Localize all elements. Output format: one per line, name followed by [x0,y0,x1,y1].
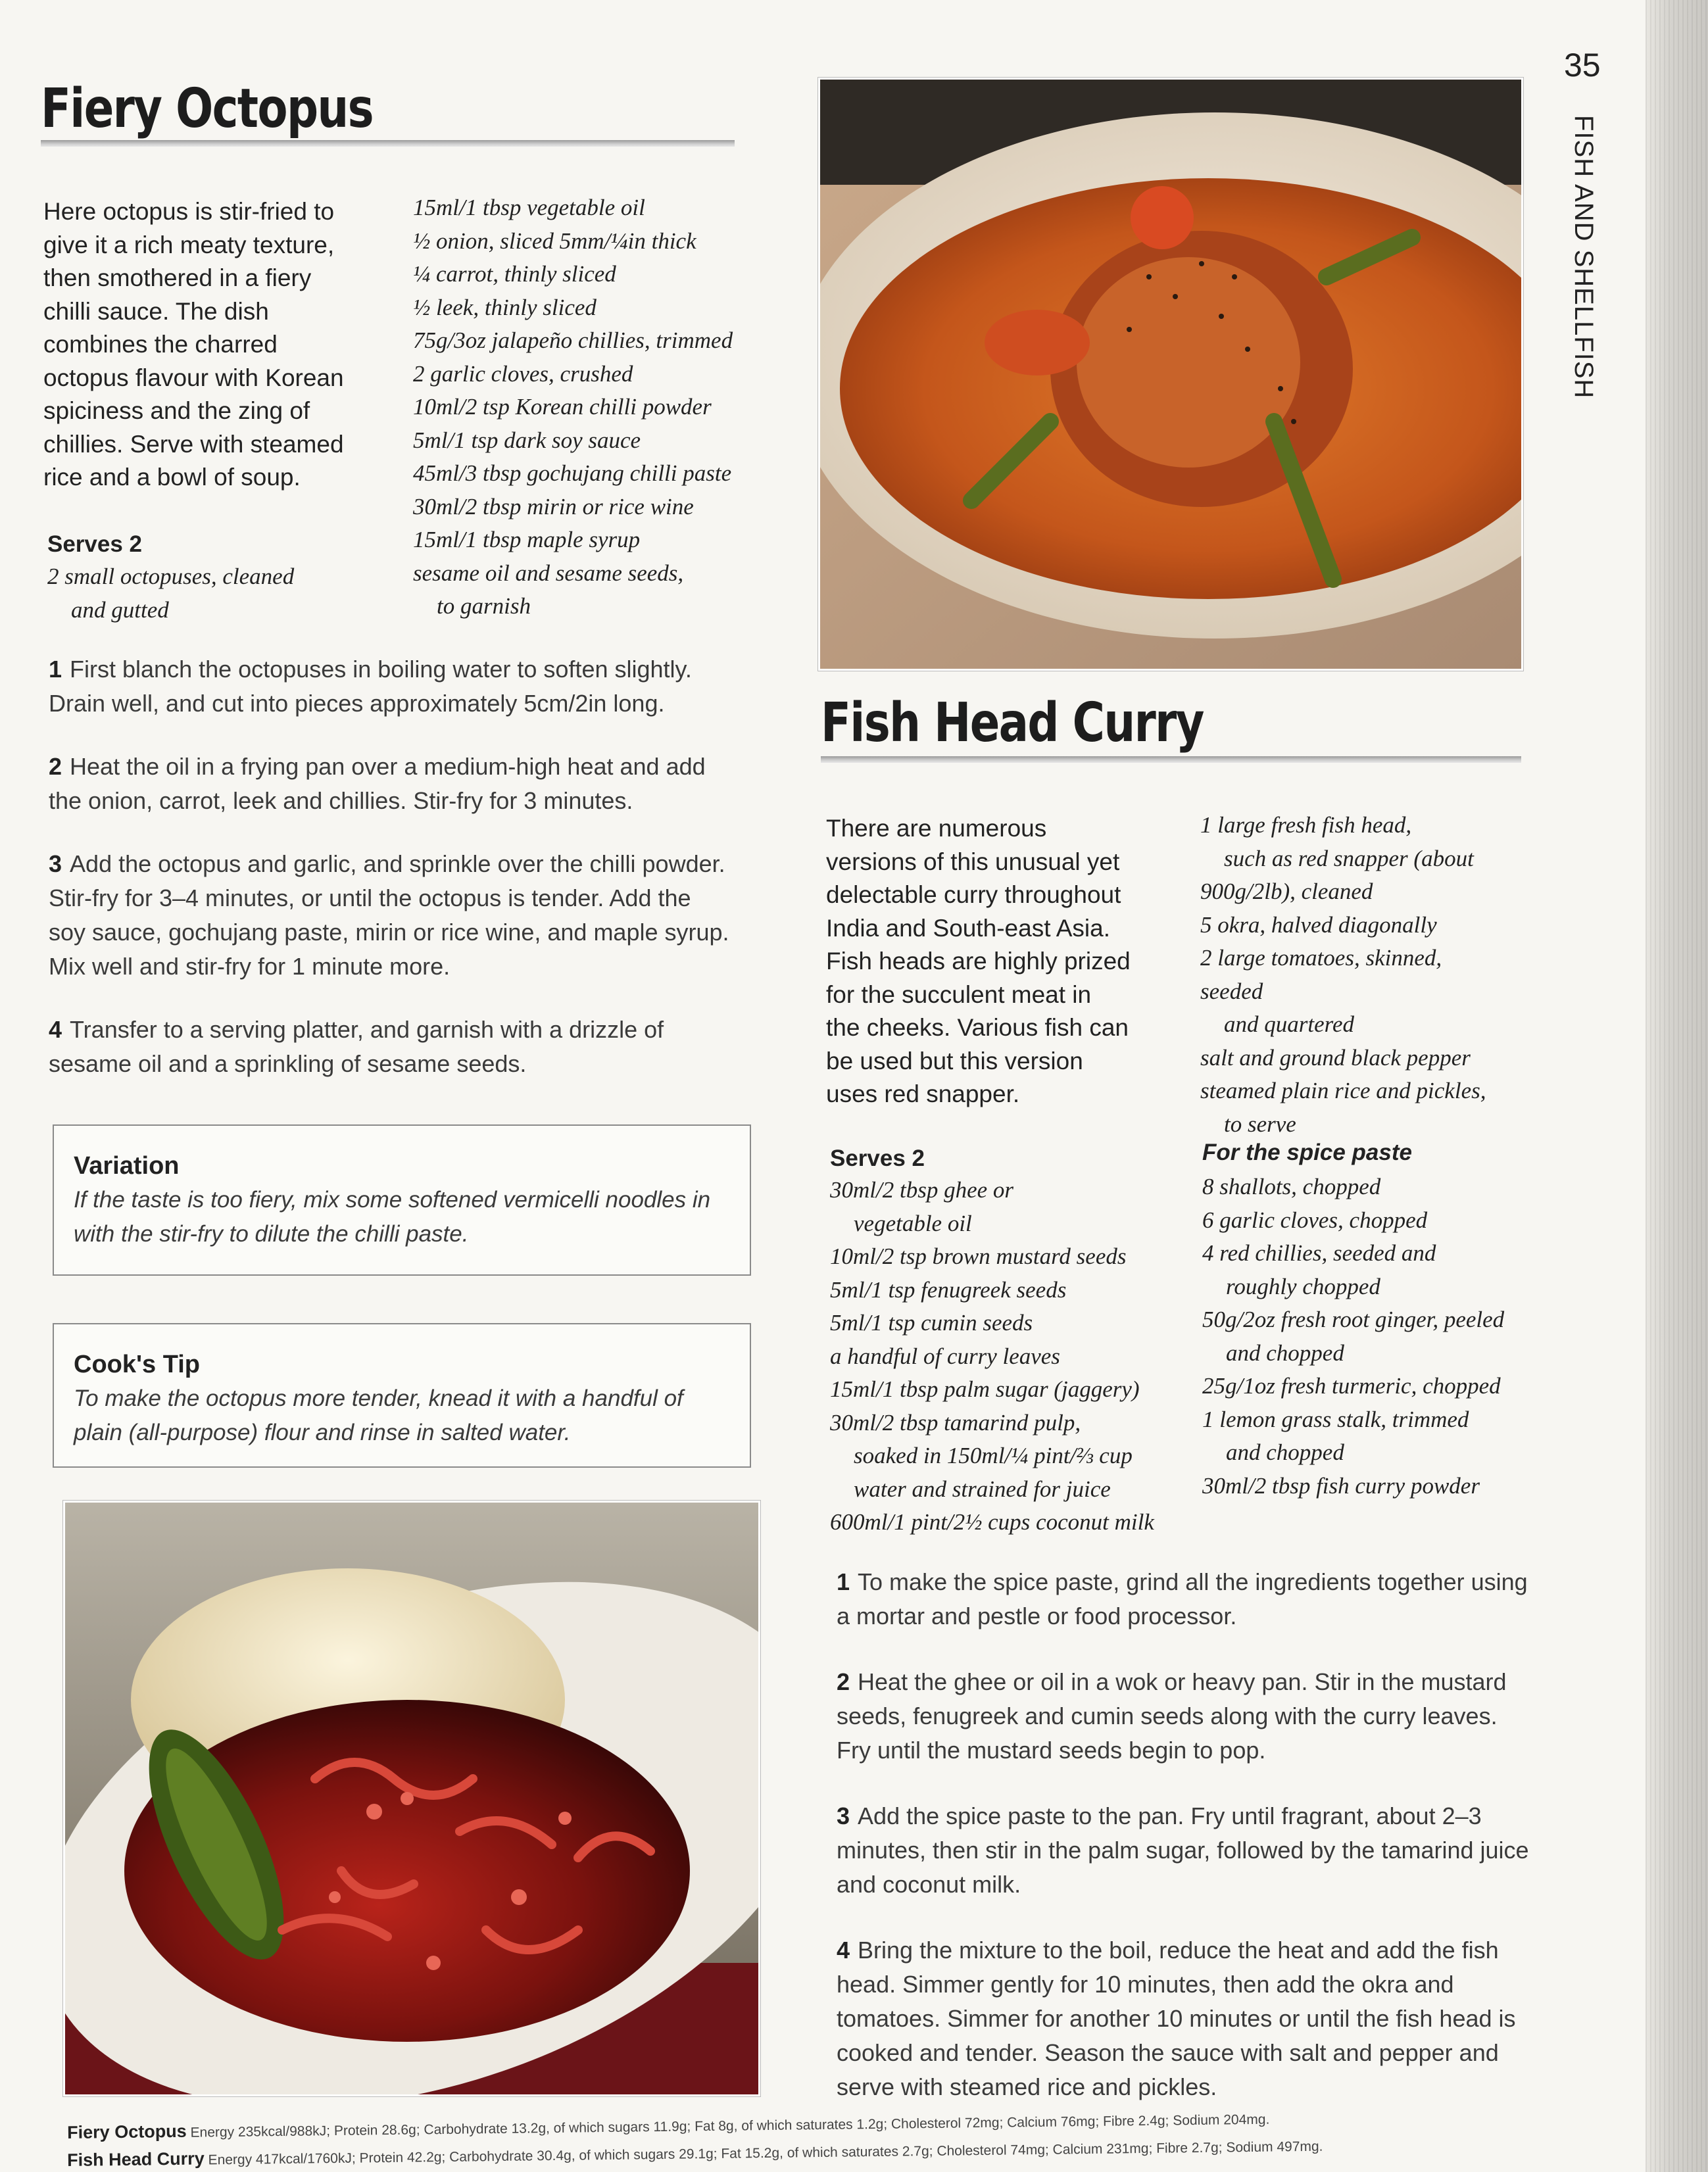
curry-photo [818,78,1523,671]
text-line: chillies. Serve with steamed [43,430,344,458]
text-line: 25g/1oz fresh turmeric, chopped [1202,1373,1501,1399]
text-line: and chopped [1226,1339,1344,1366]
text-line: to serve [1224,1111,1296,1137]
text-line: be used but this version [826,1047,1083,1074]
text-line: 2 large tomatoes, skinned, seeded [1200,945,1442,1004]
cooks-tip-box [53,1323,751,1468]
step-text: To make the spice paste, grind all the ingredients together using a mortar and pestle or food processor. [837,1568,1528,1629]
method-step [837,1665,1534,1768]
text-line: ¼ carrot, thinly sliced [413,261,616,287]
variation-title: Variation [74,1152,180,1180]
octopus-ingredients-left [47,560,376,627]
text-line: 2 small octopuses, cleaned [47,564,295,589]
step-number: 2 [837,1668,850,1695]
octopus-ingredients-right [413,191,781,623]
text-line: give it a rich meaty texture, [43,231,335,258]
page-edge [1646,0,1708,2172]
text-line: sesame oil and sesame seeds, [413,560,684,586]
curry-photo-image [820,80,1521,669]
text-line: and quartered [1224,1011,1354,1037]
text-line: 1 lemon grass stalk, trimmed [1202,1406,1469,1432]
text-line: such as red snapper (about [1224,845,1474,871]
step-text: Add the octopus and garlic, and sprinkle over the chilli powder. Stir-fry for 3–4 minutes, or until the octopus is tender. Add the soy sauce, gochujang paste, mirin or rice wine, and maple syrup. Mix well and stir-fry for 1 minute more. [49,850,729,980]
text-line: There are numerous [826,815,1047,842]
cooks-tip-text: To make the octopus more tender, knead it with a handful of plain (all-purpose) flour and rinse in salted water. [74,1386,683,1445]
text-line: 10ml/2 tsp brown mustard seeds [830,1243,1127,1269]
text-line: for the succulent meat in [826,980,1092,1008]
text-line: 2 garlic cloves, crushed [413,360,633,387]
text-line: 5ml/1 tsp fenugreek seeds [830,1276,1067,1303]
spice-paste-label: For the spice paste [1202,1140,1412,1165]
octopus-photo-image [65,1503,758,2094]
text-line: steamed plain rice and pickles, [1200,1078,1486,1103]
cooks-tip-title: Cook's Tip [74,1351,201,1378]
text-line: salt and ground black pepper [1200,1044,1471,1071]
nutrition-curry-text: Energy 417kcal/1760kJ; Protein 42.2g; Carbohydrate 30.4g, of which sugars 29.1g; Fat 15.2g, of which saturates 2.7g; Cholesterol 74mg; Calcium 231mg; Fibre 2.7g; Sodium 497mg. [208,2138,1323,2168]
text-line: octopus flavour with Korean [43,364,344,391]
text-line: roughly chopped [1226,1273,1380,1299]
variation-text: If the taste is too fiery, mix some softened vermicelli noodles in with the stir-fry to dilute the chilli paste. [74,1187,711,1247]
octopus-intro [43,195,385,495]
text-line: 75g/3oz jalapeño chillies, trimmed [413,327,733,353]
text-line: 1 large fresh fish head, [1200,812,1412,838]
text-line: 50g/2oz fresh root ginger, peeled [1202,1307,1505,1332]
step-text: Heat the ghee or oil in a wok or heavy pan. Stir in the mustard seeds, fenugreek and cumin seeds along with the curry leaves. Fry until the mustard seeds begin to pop. [837,1668,1507,1764]
text-line: India and South-east Asia. [826,914,1110,942]
method-step [49,847,733,984]
text-line: combines the charred [43,331,278,358]
step-number: 3 [49,850,62,877]
text-line: 8 shallots, chopped [1202,1174,1381,1199]
nutrition-octopus-name: Fiery Octopus [67,2121,187,2142]
octopus-photo [63,1501,760,2096]
text-line: 5ml/1 tsp cumin seeds [830,1310,1033,1336]
spice-paste-ingredients [1202,1170,1511,1503]
text-line: water and strained for juice [854,1476,1111,1502]
text-line: rice and a bowl of soup. [43,464,301,491]
text-line: 6 garlic cloves, chopped [1202,1207,1428,1233]
text-line: 30ml/2 tbsp ghee or [830,1177,1014,1203]
nutrition-octopus-text: Energy 235kcal/988kJ; Protein 28.6g; Carbohydrate 13.2g, of which sugars 11.9g; Fat 8g, of which saturates 1.2g; Cholesterol 72mg; Calcium 76mg; Fibre 2.4g; Sodium 204mg. [190,2112,1270,2140]
curry-title-rule [821,756,1521,763]
text-line: 15ml/1 tbsp maple syrup [413,527,641,552]
step-number: 1 [49,656,62,683]
text-line: versions of this unusual yet [826,848,1120,875]
step-number: 2 [49,753,62,780]
curry-serves: Serves 2 [830,1146,925,1171]
octopus-title: Fiery Octopus [41,78,374,140]
text-line: vegetable oil [854,1210,972,1236]
text-line: chilli sauce. The dish [43,297,269,325]
text-line: to garnish [437,593,531,619]
text-line: uses red snapper. [826,1080,1020,1107]
text-line: delectable curry throughout [826,881,1121,908]
method-step [837,1565,1534,1633]
page-number: 35 [1564,47,1601,84]
step-number: 3 [837,1802,850,1829]
text-line: 5ml/1 tsp dark soy sauce [413,427,641,453]
text-line: spiciness and the zing of [43,397,310,424]
curry-title: Fish Head Curry [821,692,1204,754]
text-line: ½ leek, thinly sliced [413,294,597,320]
text-line: 4 red chillies, seeded and [1202,1240,1436,1266]
text-line: then smothered in a fiery [43,264,312,291]
section-title [1565,115,1605,411]
text-line: Fish heads are highly prized [826,948,1131,975]
text-line: ½ onion, sliced 5mm/¼in thick [413,228,696,254]
curry-ingredients-top-right [1200,809,1509,1141]
curry-ingredients-left [830,1174,1198,1539]
text-line: 5 okra, halved diagonally [1200,911,1437,938]
text-line: 15ml/1 tbsp vegetable oil [413,195,645,220]
step-text: Bring the mixture to the boil, reduce the heat and add the fish head. Simmer gently for 10 minutes, then add the okra and tomatoes. Simmer for another 10 minutes or until the fish head is cooked and tender. Season the sauce with salt and pepper and serve with steamed rice and pickles. [837,1937,1516,2100]
text-line: 30ml/2 tbsp mirin or rice wine [413,493,694,519]
octopus-serves: Serves 2 [47,531,143,557]
method-step [837,1799,1534,1902]
octopus-steps [49,652,733,1110]
octopus-title-rule [41,140,735,147]
nutrition-curry-name: Fish Head Curry [67,2148,205,2170]
text-line: 45ml/3 tbsp gochujang chilli paste [413,460,732,486]
curry-intro [826,812,1194,1111]
text-line: the cheeks. Various fish can [826,1014,1129,1041]
text-line: 30ml/2 tbsp fish curry powder [1202,1472,1480,1499]
section-title-text: FISH AND SHELLFISH [1569,115,1598,399]
step-number: 4 [49,1016,62,1043]
step-number: 1 [837,1568,850,1595]
method-step [49,1013,733,1081]
method-step [837,1933,1534,2104]
variation-box [53,1124,751,1276]
text-line: and gutted [71,596,169,623]
step-text: Transfer to a serving platter, and garnish with a drizzle of sesame oil and a sprinkling of sesame seeds. [49,1016,664,1077]
text-line: 30ml/2 tbsp tamarind pulp, [830,1409,1081,1436]
text-line: and chopped [1226,1439,1344,1465]
method-step [49,750,733,818]
text-line: 15ml/1 tbsp palm sugar (jaggery) [830,1376,1140,1402]
text-line: 600ml/1 pint/2½ cups coconut milk [830,1509,1154,1535]
step-text: Add the spice paste to the pan. Fry until fragrant, about 2–3 minutes, then stir in the palm sugar, followed by the tamarind juice and coconut milk. [837,1802,1529,1898]
step-text: Heat the oil in a frying pan over a medium-high heat and add the onion, carrot, leek and chillies. Stir-fry for 3 minutes. [49,753,706,814]
method-step [49,652,733,721]
text-line: 10ml/2 tsp Korean chilli powder [413,394,712,420]
text-line: 900g/2lb), cleaned [1200,879,1373,904]
text-line: soaked in 150ml/¼ pint/⅔ cup [854,1443,1133,1468]
curry-steps [837,1565,1534,2136]
text-line: a handful of curry leaves [830,1343,1060,1369]
step-number: 4 [837,1937,850,1964]
text-line: Here octopus is stir-fried to [43,198,335,225]
step-text: First blanch the octopuses in boiling water to soften slightly. Drain well, and cut into pieces approximately 5cm/2in long. [49,656,692,717]
